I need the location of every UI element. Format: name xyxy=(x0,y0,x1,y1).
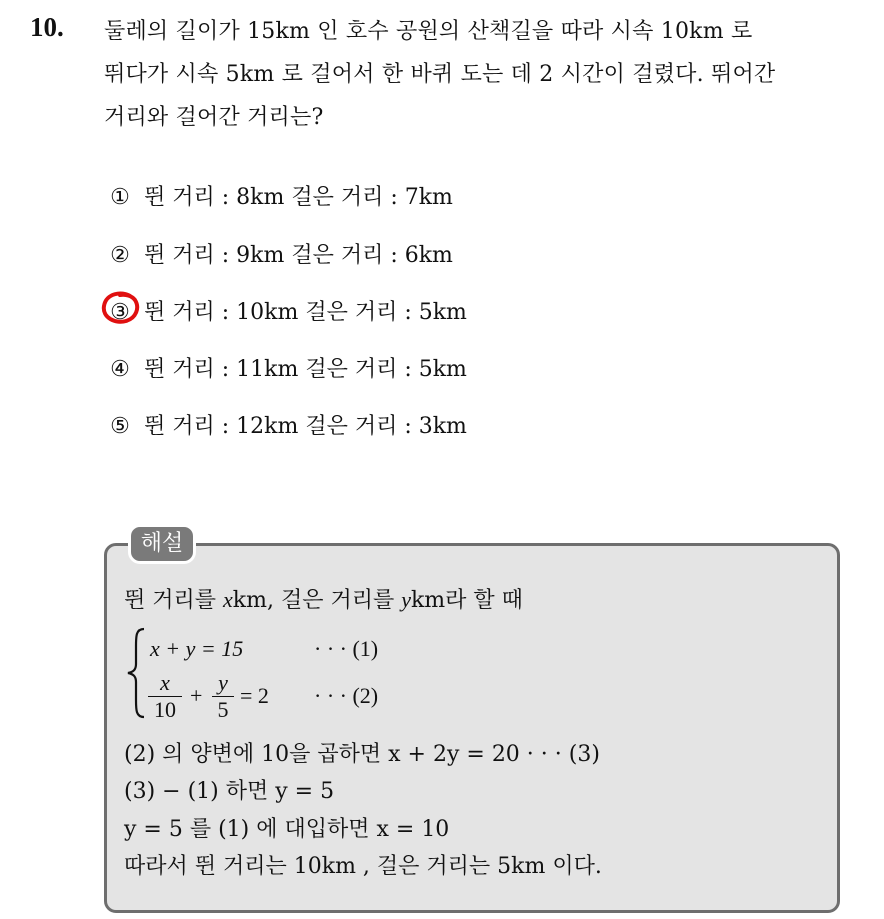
choice-1-text: 뛴 거리 : 8km 걸은 거리 : 7km xyxy=(144,185,453,210)
question-text-line-2: 뛰다가 시속 5km 로 걸어서 한 바퀴 도는 데 2 시간이 걸렸다. 뛰어간 xyxy=(104,62,776,87)
choice-2-marker: ② xyxy=(110,243,130,268)
choice-5[interactable] xyxy=(108,409,467,440)
fraction-1-denominator: 10 xyxy=(154,697,176,722)
choice-4[interactable] xyxy=(108,352,467,383)
equation-2-plus: + xyxy=(190,683,203,708)
equation-1-ref: · · · (1) xyxy=(314,636,379,661)
solution-intro-x: x xyxy=(223,587,233,612)
choice-4-marker: ④ xyxy=(110,357,130,382)
solution-intro-part-b: km, 걸은 거리를 xyxy=(232,588,402,613)
solution-line-5: y = 5 를 (1) 에 대입하면 x = 10 xyxy=(124,817,450,842)
solution-line-6: 따라서 뛴 거리는 10km , 걸은 거리는 5km 이다. xyxy=(124,854,602,879)
equation-2-ref: · · · (2) xyxy=(314,683,379,708)
equation-1: x + y = 15 xyxy=(150,636,244,661)
choice-2[interactable] xyxy=(108,238,453,269)
choice-5-text: 뛴 거리 : 12km 걸은 거리 : 3km xyxy=(144,414,467,439)
choice-3[interactable] xyxy=(108,295,467,326)
question-text-line-1: 둘레의 길이가 15km 인 호수 공원의 산책길을 따라 시속 10km 로 xyxy=(104,19,753,44)
solution-intro-y: y xyxy=(401,587,411,612)
fraction-2-numerator: y xyxy=(218,670,228,695)
fraction-x-over-10 xyxy=(148,670,182,723)
choice-3-marker: ③ xyxy=(110,300,130,325)
equation-2-rhs: = 2 xyxy=(240,683,269,708)
choice-3-text: 뛴 거리 : 10km 걸은 거리 : 5km xyxy=(144,300,467,325)
fraction-y-over-5 xyxy=(212,670,234,723)
choice-4-text: 뛴 거리 : 11km 걸은 거리 : 5km xyxy=(144,357,467,382)
choice-2-text: 뛴 거리 : 9km 걸은 거리 : 6km xyxy=(144,243,453,268)
choice-1-marker: ① xyxy=(110,185,130,210)
solution-intro-part-a: 뛴 거리를 xyxy=(124,588,223,613)
fraction-1-numerator: x xyxy=(160,670,170,695)
equation-system-brace-icon xyxy=(124,626,148,720)
question-number: 10. xyxy=(30,12,64,42)
solution-line-4: (3) − (1) 하면 y = 5 xyxy=(124,779,335,804)
fraction-2-denominator: 5 xyxy=(217,697,229,722)
solution-line-3: (2) 의 양변에 10을 곱하면 x + 2y = 20 · · · (3) xyxy=(124,742,600,767)
solution-intro xyxy=(124,583,523,614)
question-text-line-3: 거리와 걸어간 거리는? xyxy=(104,105,324,130)
choice-5-marker: ⑤ xyxy=(110,414,130,439)
selected-answer-circle-icon xyxy=(100,290,142,326)
solution-intro-part-c: km라 할 때 xyxy=(410,588,523,613)
choice-1[interactable] xyxy=(108,180,453,211)
solution-tag: 해설 xyxy=(128,524,196,564)
